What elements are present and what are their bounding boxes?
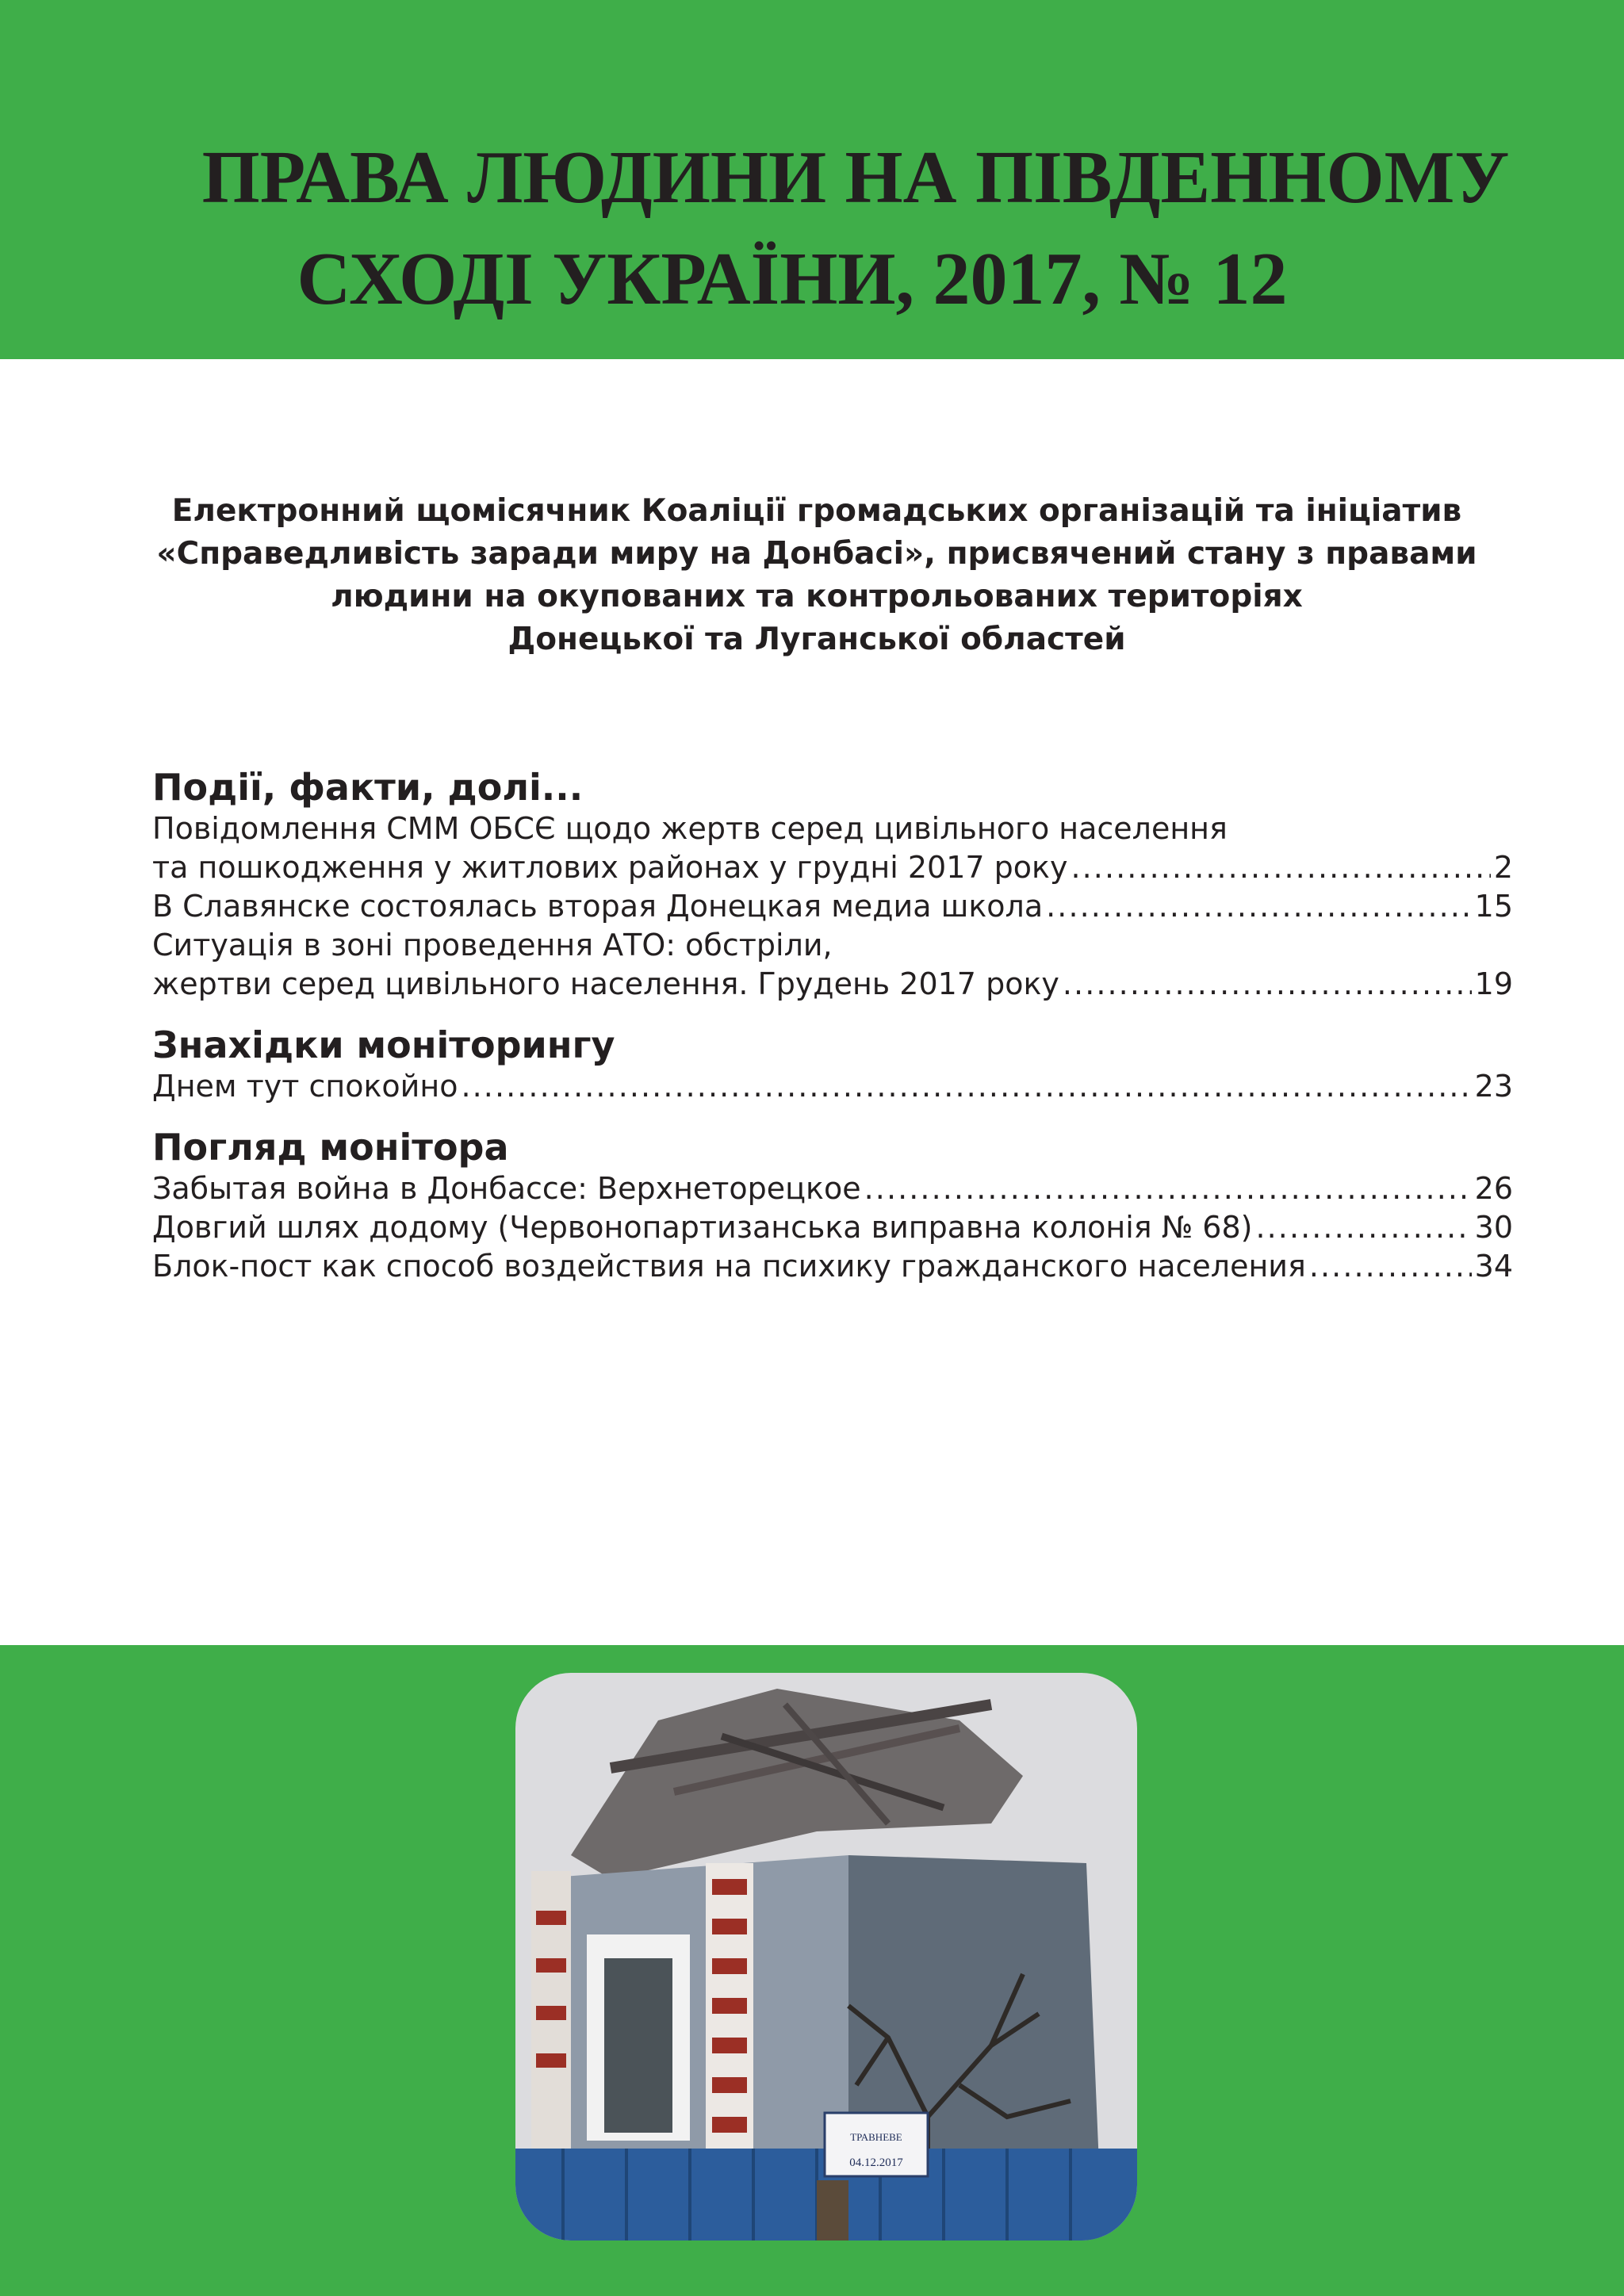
toc-section-heading: Події, факти, долі... <box>152 766 584 809</box>
toc-page-number: 2 <box>1493 850 1513 885</box>
toc-entry-title: Довгий шлях додому (Червонопартизанська виправна колонія № 68) <box>152 1210 1253 1245</box>
page-title <box>0 127 1624 330</box>
toc-page-number: 34 <box>1474 1249 1513 1284</box>
toc-entry[interactable] <box>152 1169 1513 1208</box>
dot-leader <box>461 1067 1471 1106</box>
toc-entry[interactable] <box>152 887 1513 926</box>
dot-leader <box>1046 887 1472 926</box>
toc-entry-text-line: Ситуація в зоні проведення АТО: обстріли, <box>152 928 833 962</box>
title-line-2: СХОДІ УКРАЇНИ, 2017, № 12 <box>297 238 1288 320</box>
toc-page-number: 30 <box>1474 1210 1513 1245</box>
toc-page-number: 26 <box>1474 1171 1513 1206</box>
subtitle-line-1: Електронний щомісячник Коаліції громадських організацій та ініціатив <box>171 493 1462 529</box>
toc-entry-title: Днем тут спокойно <box>152 1069 458 1104</box>
toc-entry[interactable] <box>152 1067 1513 1106</box>
dot-leader <box>1255 1208 1471 1247</box>
toc-entry[interactable] <box>152 1208 1513 1247</box>
subtitle-line-3: людини на окупованих та контрольованих територіях <box>331 579 1303 614</box>
subtitle-line-4: Донецької та Луганської областей <box>508 622 1126 657</box>
dot-leader <box>1309 1247 1472 1286</box>
toc-page-number: 19 <box>1474 966 1513 1001</box>
table-of-contents <box>152 765 1513 1286</box>
toc-entry-title: Блок-пост как способ воздействия на психику гражданского населения <box>152 1249 1306 1284</box>
toc-entry[interactable] <box>152 809 1513 887</box>
cover-photo <box>515 1673 1137 2241</box>
toc-page-number: 23 <box>1474 1069 1513 1104</box>
toc-entry-title: Забытая война в Донбассе: Верхнеторецкое <box>152 1171 861 1206</box>
toc-section-heading: Погляд монітора <box>152 1126 509 1169</box>
dot-leader <box>1071 848 1490 887</box>
toc-entry-text-line: Повідомлення СММ ОБСЄ щодо жертв серед цивільного населення <box>152 811 1228 846</box>
toc-entry-title: В Славянске состоялась вторая Донецкая медиа школа <box>152 889 1044 924</box>
toc-entry[interactable] <box>152 926 1513 1004</box>
sign-text-2: 04.12.2017 <box>849 2156 903 2169</box>
subtitle-line-2: «Справедливість заради миру на Донбасі», присвячений стану з правами <box>156 536 1477 572</box>
dot-leader <box>1063 965 1472 1004</box>
sign-text-1: ТРАВНЕВЕ <box>850 2131 902 2143</box>
toc-page-number: 15 <box>1474 889 1513 924</box>
toc-section-heading: Знахідки моніторингу <box>152 1024 615 1066</box>
toc-entry[interactable] <box>152 1247 1513 1286</box>
subtitle <box>79 490 1554 661</box>
dot-leader <box>864 1169 1472 1208</box>
toc-entry-title: та пошкодження у житлових районах у грудні 2017 року <box>152 850 1068 885</box>
toc-entry-title: жертви серед цивільного населення. Грудень 2017 року <box>152 966 1059 1001</box>
title-line-1: ПРАВА ЛЮДИНИ НА ПІВДЕННОМУ <box>201 136 1510 219</box>
